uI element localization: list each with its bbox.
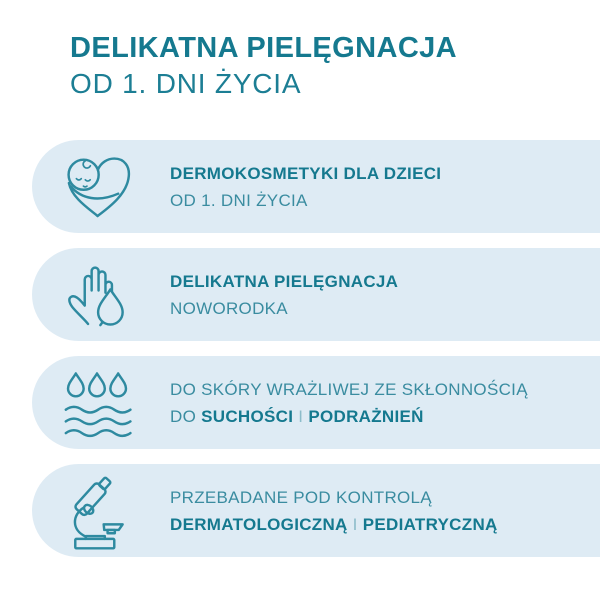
- feature-row-skora-wrazliwa: [32, 356, 600, 449]
- feature-text: DERMATOLOGICZNĄ: [170, 514, 348, 534]
- feature-line: [170, 484, 590, 511]
- feature-row-przebadane: [32, 464, 600, 557]
- feature-line: [170, 295, 590, 322]
- feature-text: DELIKATNA PIELĘGNACJA: [170, 271, 399, 291]
- feature-text: DO SKÓRY WRAŻLIWEJ ZE SKŁONNOŚCIĄ: [170, 379, 528, 399]
- feature-text: PEDIATRYCZNĄ: [362, 514, 498, 534]
- feature-line: [170, 187, 590, 214]
- feature-line: [170, 376, 590, 403]
- baby-in-heart-icon: [58, 148, 136, 226]
- page-title-line1: DELIKATNA PIELĘGNACJA: [70, 32, 458, 64]
- feature-row-pielegnacja-noworodka: [32, 248, 600, 341]
- feature-text-block: [170, 376, 590, 430]
- feature-line: [170, 160, 590, 187]
- feature-text: SUCHOŚCI: [201, 406, 294, 426]
- feature-text-separator: I: [347, 514, 363, 534]
- feature-text-block: [170, 160, 590, 214]
- feature-line: [170, 268, 590, 295]
- feature-text: DERMOKOSMETYKI DLA DZIECI: [170, 163, 442, 183]
- feature-text: PRZEBADANE POD KONTROLĄ: [170, 487, 432, 507]
- feature-text: PODRAŻNIEŃ: [308, 406, 424, 426]
- microscope-icon: [58, 472, 136, 550]
- page-title-line2: OD 1. DNI ŻYCIA: [70, 68, 302, 99]
- feature-line: [170, 403, 590, 430]
- feature-text: DO: [170, 406, 202, 426]
- feature-text-block: [170, 268, 590, 322]
- feature-row-dermokosmetyki: [32, 140, 600, 233]
- water-drops-over-waves-icon: [58, 364, 136, 442]
- feature-text-block: [170, 484, 590, 538]
- feature-text: NOWORODKA: [170, 298, 288, 318]
- hand-with-water-drop-icon: [58, 256, 136, 334]
- feature-line: [170, 511, 590, 538]
- feature-text-separator: I: [293, 406, 309, 426]
- feature-text: OD 1. DNI ŻYCIA: [170, 190, 308, 210]
- page-title: [70, 30, 457, 102]
